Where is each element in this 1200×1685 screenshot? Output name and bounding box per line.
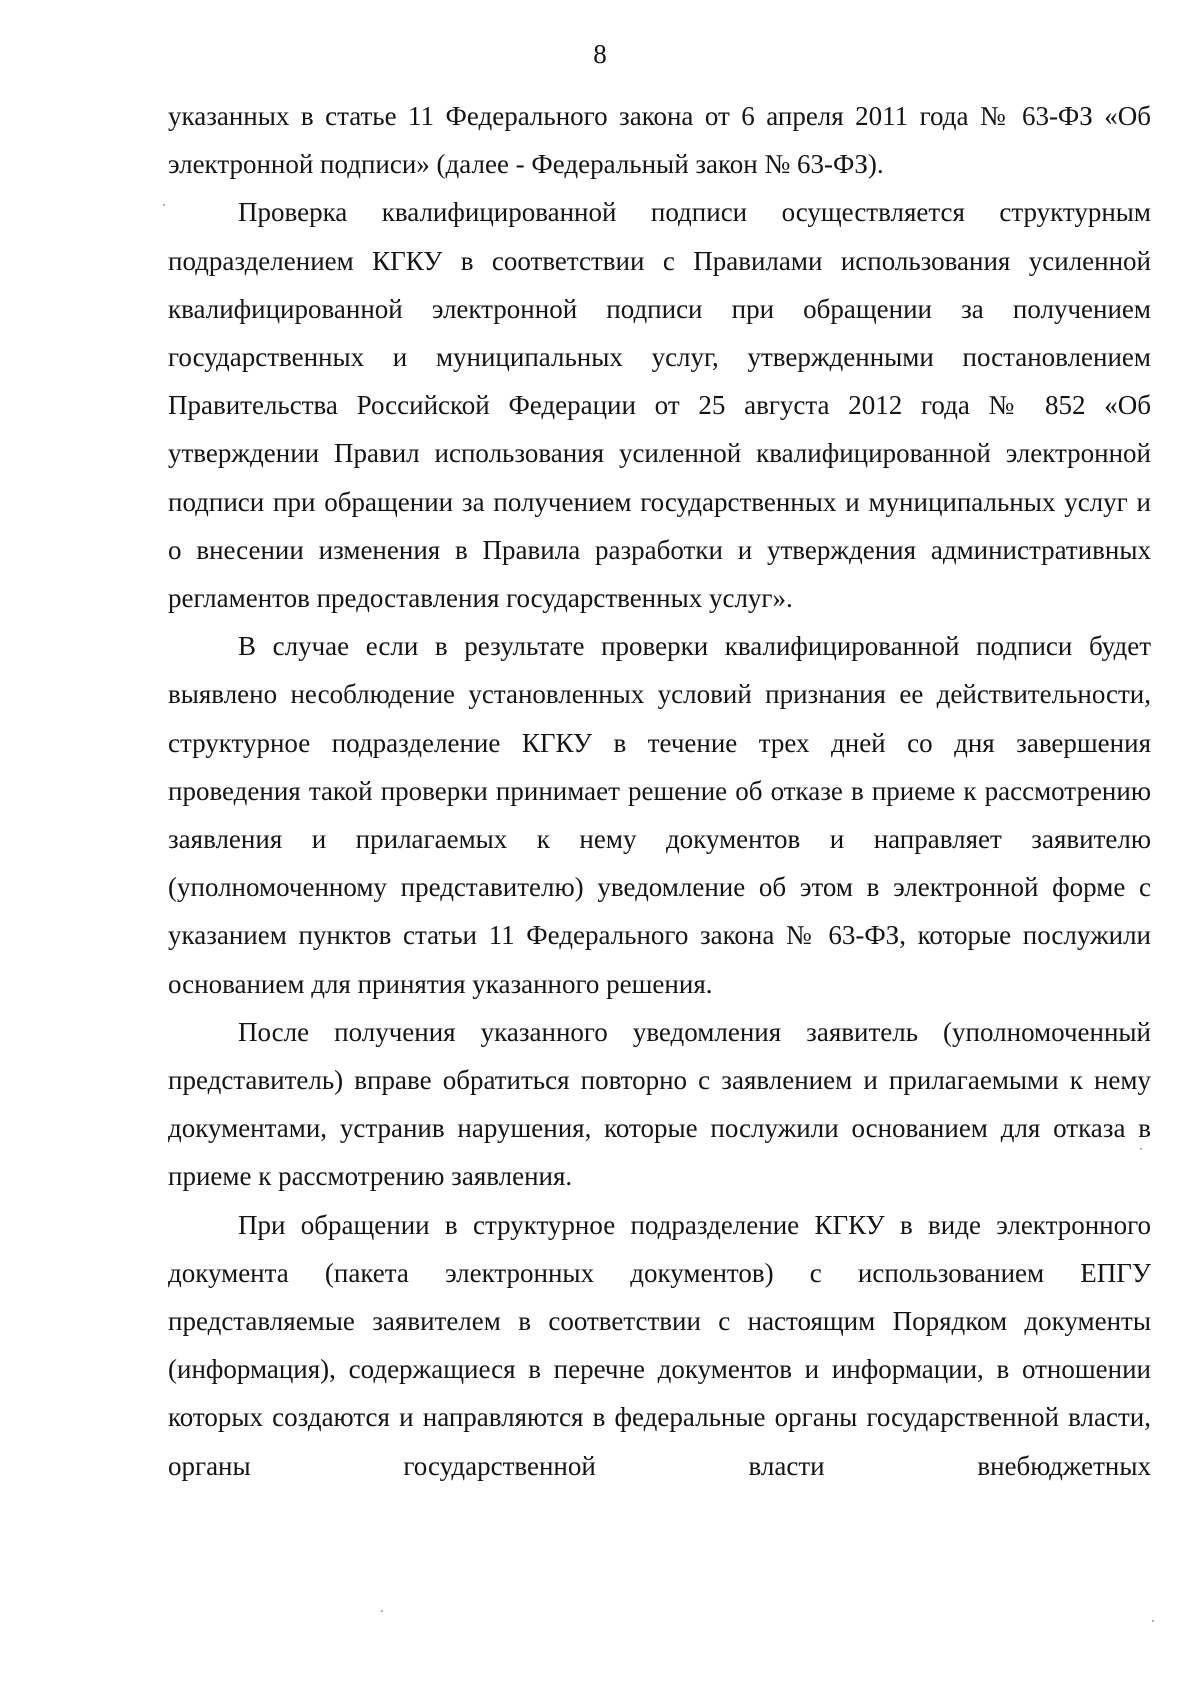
scan-speck: [1140, 1148, 1142, 1150]
paragraph-epgu-submission: При обращении в структурное подразделение КГКУ в виде электронного документа (пакета электронных документов) с использованием ЕПГУ представляемые заявителем в соответствии с настоящим Порядком документы (информация), содержащиеся в перечне документов и информации, в отношении которых создаются и направляются в федеральные органы государственной власти, органы государственной власти внебюджетных: [168, 1209, 1151, 1481]
paragraph-repeat-application: После получения указанного уведомления заявитель (уполномоченный представитель) вправе обратиться повторно с заявлением и прилагаемыми к нему документами, устранив нарушения, которые послужили основанием для отказа в приеме к рассмотрению заявления.: [168, 1016, 1151, 1192]
scan-speck: [163, 204, 165, 206]
paragraph-verification-failure: В случае если в результате проверки квалифицированной подписи будет выявлено несоблюдение установленных условий признания ее действительности, структурное подразделение КГКУ в течение трех дней со дня завершения проведения такой проверки принимает решение об отказе в приеме к рассмотрению заявления и прилагаемых к нему документов и направляет заявителю (уполномоченному представителю) уведомление об этом в электронной форме с указанием пунктов статьи 11 Федерального закона № 63-ФЗ, которые послужили основанием для принятия указанного решения.: [168, 631, 1151, 999]
document-body: [168, 92, 1151, 1490]
scan-speck: [1152, 1620, 1154, 1622]
paragraph-signature-verification: Проверка квалифицированной подписи осуществляется структурным подразделением КГКУ в соответствии с Правилами использования усиленной квалифицированной электронной подписи при обращении за получением государственных и муниципальных услуг, утвержденными постановлением Правительства Российской Федерации от 25 августа 2012 года № 852 «Об утверждении Правил использования усиленной квалифицированной электронной подписи при обращении за получением государственных и муниципальных услуг и о внесении изменения в Правила разработки и утверждения административных регламентов предоставления государственных услуг».: [168, 197, 1151, 614]
page-number: 8: [593, 39, 607, 69]
scan-speck: [381, 1610, 383, 1612]
paragraph-continuation: указанных в статье 11 Федерального закона от 6 апреля 2011 года № 63-ФЗ «Об электронной подписи» (далее - Федеральный закон № 63-ФЗ).: [168, 101, 1151, 180]
